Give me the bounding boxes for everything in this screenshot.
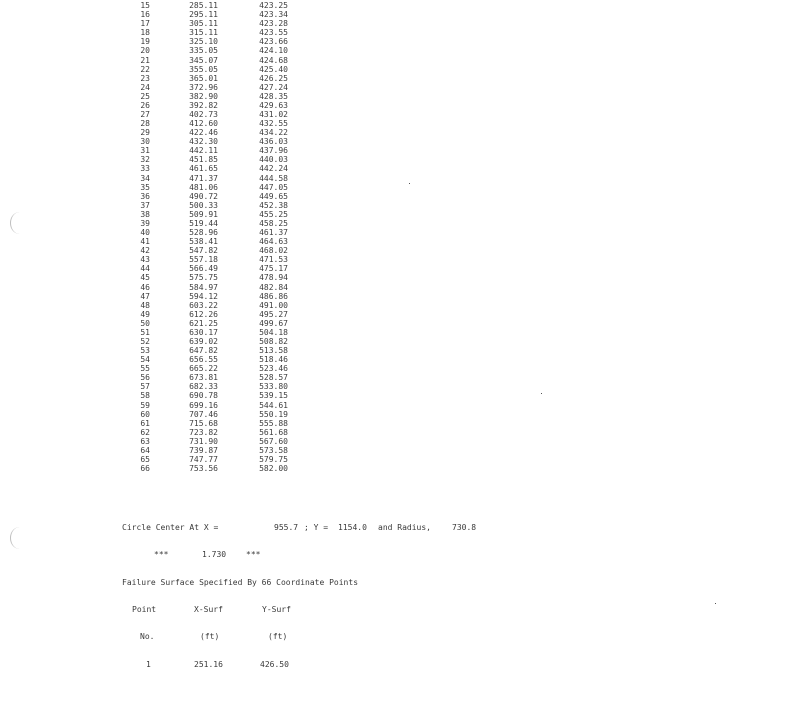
point-number: 63: [140, 436, 150, 446]
point-number: 24: [140, 82, 150, 92]
point-number: 60: [140, 409, 150, 419]
y-coordinate: 423.28: [259, 19, 288, 29]
x-coordinate: 382.90: [189, 91, 218, 101]
x-coordinate: 471.37: [189, 173, 218, 183]
factor-of-safety-line: [122, 550, 261, 560]
table-row: [132, 246, 312, 255]
table-row: [132, 446, 312, 455]
table-row: [132, 346, 312, 355]
table-row: [132, 110, 312, 119]
y-coordinate: 550.19: [259, 409, 288, 419]
point-number: 26: [140, 100, 150, 110]
y-coordinate: 442.24: [259, 164, 288, 174]
fs-prefix: ***: [154, 550, 169, 560]
table-row: [132, 364, 312, 373]
y-coordinate: 478.94: [259, 273, 288, 283]
point-number: 62: [140, 427, 150, 437]
y-coordinate: 582.00: [259, 464, 288, 474]
table-row: [132, 155, 312, 164]
point-number: 30: [140, 137, 150, 147]
first-point-row: [122, 659, 289, 669]
x-coordinate: 715.68: [189, 418, 218, 428]
point-number: 15: [140, 1, 150, 11]
table-row: [132, 237, 312, 246]
y-coordinate: 440.03: [259, 155, 288, 165]
x-coordinate: 630.17: [189, 327, 218, 337]
first-point-no: 1: [146, 659, 151, 669]
table-row: [132, 92, 312, 101]
table-row: [132, 382, 312, 391]
failure-surface-text: Failure Surface Specified By 66 Coordinate Points: [122, 577, 359, 587]
y-coordinate: 425.40: [259, 64, 288, 74]
x-coordinate: 432.30: [189, 137, 218, 147]
y-coordinate: 423.34: [259, 10, 288, 20]
y-coordinate: 444.58: [259, 173, 288, 183]
y-coordinate: 573.58: [259, 445, 288, 455]
coordinate-table: [132, 0, 312, 473]
table-row: [132, 19, 312, 28]
x-coordinate: 612.26: [189, 309, 218, 319]
table-row: [132, 464, 312, 473]
table-row: [132, 401, 312, 410]
point-number: 38: [140, 209, 150, 219]
x-coordinate: 707.46: [189, 409, 218, 419]
table-row: [132, 273, 312, 282]
table-row: [132, 310, 312, 319]
table-row: [132, 46, 312, 55]
point-number: 44: [140, 264, 150, 274]
center-y-label: ; Y =: [304, 523, 329, 533]
x-coordinate: 412.60: [189, 119, 218, 129]
y-coordinate: 471.53: [259, 255, 288, 265]
x-coordinate: 285.11: [189, 1, 218, 11]
table-row: [132, 101, 312, 110]
y-coordinate: 518.46: [259, 355, 288, 365]
table-row: [132, 301, 312, 310]
table-row: [132, 428, 312, 437]
y-coordinate: 428.35: [259, 91, 288, 101]
point-number: 61: [140, 418, 150, 428]
point-number: 17: [140, 19, 150, 29]
y-coordinate: 447.05: [259, 182, 288, 192]
point-number: 19: [140, 37, 150, 47]
point-number: 43: [140, 255, 150, 265]
x-coordinate: 647.82: [189, 346, 218, 356]
y-coordinate: 423.66: [259, 37, 288, 47]
x-coordinate: 639.02: [189, 336, 218, 346]
y-coordinate: 426.25: [259, 73, 288, 83]
y-coordinate: 464.63: [259, 237, 288, 247]
x-coordinate: 345.07: [189, 55, 218, 65]
point-number: 55: [140, 364, 150, 374]
y-coordinate: 499.67: [259, 318, 288, 328]
y-coordinate: 491.00: [259, 300, 288, 310]
col-point: Point: [132, 605, 157, 615]
x-coordinate: 451.85: [189, 155, 218, 165]
point-number: 28: [140, 119, 150, 129]
table-row: [132, 283, 312, 292]
point-number: 57: [140, 382, 150, 392]
y-coordinate: 455.25: [259, 209, 288, 219]
x-coordinate: 547.82: [189, 246, 218, 256]
first-point-y: 426.50: [260, 659, 289, 669]
x-coordinate: 315.11: [189, 28, 218, 38]
point-number: 23: [140, 73, 150, 83]
y-coordinate: 423.55: [259, 28, 288, 38]
punch-hole-mark: [10, 527, 29, 549]
punch-hole-mark: [10, 212, 29, 234]
point-number: 48: [140, 300, 150, 310]
table-row: [132, 128, 312, 137]
point-number: 25: [140, 91, 150, 101]
col-xsurf: X-Surf: [194, 605, 223, 615]
point-number: 53: [140, 346, 150, 356]
x-coordinate: 538.41: [189, 237, 218, 247]
table-row: [132, 37, 312, 46]
point-number: 45: [140, 273, 150, 283]
point-number: 37: [140, 200, 150, 210]
x-coordinate: 603.22: [189, 300, 218, 310]
table-row: [132, 264, 312, 273]
table-row: [132, 201, 312, 210]
x-coordinate: 372.96: [189, 82, 218, 92]
y-coordinate: 504.18: [259, 327, 288, 337]
point-number: 27: [140, 110, 150, 120]
point-number: 64: [140, 445, 150, 455]
table-row: [132, 28, 312, 37]
point-number: 21: [140, 55, 150, 65]
analysis-summary: [122, 505, 477, 687]
point-number: 36: [140, 191, 150, 201]
y-coordinate: 431.02: [259, 110, 288, 120]
y-coordinate: 429.63: [259, 100, 288, 110]
y-coordinate: 424.68: [259, 55, 288, 65]
y-coordinate: 434.22: [259, 128, 288, 138]
x-coordinate: 365.01: [189, 73, 218, 83]
table-row: [132, 10, 312, 19]
point-number: 41: [140, 237, 150, 247]
table-row: [132, 65, 312, 74]
table-row: [132, 146, 312, 155]
x-coordinate: 509.91: [189, 209, 218, 219]
col-no: No.: [140, 632, 155, 642]
y-coordinate: 544.61: [259, 400, 288, 410]
col-xunit: (ft): [200, 632, 220, 642]
point-number: 54: [140, 355, 150, 365]
point-number: 46: [140, 282, 150, 292]
x-coordinate: 566.49: [189, 264, 218, 274]
point-number: 31: [140, 146, 150, 156]
y-coordinate: 561.68: [259, 427, 288, 437]
y-coordinate: 461.37: [259, 228, 288, 238]
x-coordinate: 665.22: [189, 364, 218, 374]
table-row: [132, 192, 312, 201]
scan-speck: [409, 183, 410, 184]
point-number: 29: [140, 128, 150, 138]
center-prefix: Circle Center At X =: [122, 523, 219, 533]
table-row: [132, 373, 312, 382]
point-number: 18: [140, 28, 150, 38]
table-row: [132, 164, 312, 173]
x-coordinate: 690.78: [189, 391, 218, 401]
y-coordinate: 567.60: [259, 436, 288, 446]
x-coordinate: 575.75: [189, 273, 218, 283]
x-coordinate: 594.12: [189, 291, 218, 301]
y-coordinate: 528.57: [259, 373, 288, 383]
table-row: [132, 319, 312, 328]
y-coordinate: 486.86: [259, 291, 288, 301]
table-row: [132, 410, 312, 419]
x-coordinate: 739.87: [189, 445, 218, 455]
scan-speck: [715, 603, 716, 604]
first-point-x: 251.16: [194, 659, 223, 669]
x-coordinate: 584.97: [189, 282, 218, 292]
x-coordinate: 673.81: [189, 373, 218, 383]
fs-suffix: ***: [246, 550, 261, 560]
y-coordinate: 468.02: [259, 246, 288, 256]
x-coordinate: 656.55: [189, 355, 218, 365]
point-number: 59: [140, 400, 150, 410]
table-row: [132, 1, 312, 10]
point-number: 58: [140, 391, 150, 401]
table-row: [132, 228, 312, 237]
table-row: [132, 391, 312, 400]
y-coordinate: 449.65: [259, 191, 288, 201]
table-row: [132, 74, 312, 83]
y-coordinate: 482.84: [259, 282, 288, 292]
y-coordinate: 427.24: [259, 82, 288, 92]
table-row: [132, 219, 312, 228]
y-coordinate: 423.25: [259, 1, 288, 11]
x-coordinate: 481.06: [189, 182, 218, 192]
y-coordinate: 579.75: [259, 454, 288, 464]
table-row: [132, 419, 312, 428]
x-coordinate: 528.96: [189, 228, 218, 238]
col-ysurf: Y-Surf: [262, 605, 291, 615]
point-number: 56: [140, 373, 150, 383]
table-row: [132, 292, 312, 301]
point-number: 65: [140, 454, 150, 464]
column-unit-row: [122, 632, 288, 642]
x-coordinate: 500.33: [189, 200, 218, 210]
y-coordinate: 437.96: [259, 146, 288, 156]
x-coordinate: 325.10: [189, 37, 218, 47]
x-coordinate: 682.33: [189, 382, 218, 392]
y-coordinate: 495.27: [259, 309, 288, 319]
point-number: 49: [140, 309, 150, 319]
x-coordinate: 295.11: [189, 10, 218, 20]
y-coordinate: 436.03: [259, 137, 288, 147]
x-coordinate: 621.25: [189, 318, 218, 328]
point-number: 52: [140, 336, 150, 346]
y-coordinate: 555.88: [259, 418, 288, 428]
x-coordinate: 557.18: [189, 255, 218, 265]
y-coordinate: 523.46: [259, 364, 288, 374]
center-x-value: 955.7: [274, 523, 299, 533]
point-number: 66: [140, 464, 150, 474]
y-coordinate: 452.38: [259, 200, 288, 210]
table-row: [132, 56, 312, 65]
x-coordinate: 422.46: [189, 128, 218, 138]
table-row: [132, 83, 312, 92]
table-row: [132, 119, 312, 128]
x-coordinate: 519.44: [189, 218, 218, 228]
x-coordinate: 731.90: [189, 436, 218, 446]
point-number: 32: [140, 155, 150, 165]
table-row: [132, 455, 312, 464]
table-row: [132, 183, 312, 192]
column-header-row: [122, 605, 291, 615]
point-number: 40: [140, 228, 150, 238]
y-coordinate: 513.58: [259, 346, 288, 356]
table-row: [132, 328, 312, 337]
x-coordinate: 699.16: [189, 400, 218, 410]
x-coordinate: 355.05: [189, 64, 218, 74]
table-row: [132, 255, 312, 264]
table-row: [132, 210, 312, 219]
point-number: 16: [140, 10, 150, 20]
table-row: [132, 437, 312, 446]
table-row: [132, 137, 312, 146]
point-number: 35: [140, 182, 150, 192]
circle-center-line: [122, 523, 477, 533]
scan-speck: [541, 393, 542, 394]
y-coordinate: 533.80: [259, 382, 288, 392]
y-coordinate: 424.10: [259, 46, 288, 56]
x-coordinate: 490.72: [189, 191, 218, 201]
point-number: 47: [140, 291, 150, 301]
radius-value: 730.8: [452, 523, 477, 533]
table-row: [132, 337, 312, 346]
point-number: 42: [140, 246, 150, 256]
point-number: 20: [140, 46, 150, 56]
y-coordinate: 432.55: [259, 119, 288, 129]
radius-label: and Radius,: [378, 523, 431, 533]
x-coordinate: 753.56: [189, 464, 218, 474]
y-coordinate: 458.25: [259, 218, 288, 228]
x-coordinate: 723.82: [189, 427, 218, 437]
x-coordinate: 402.73: [189, 110, 218, 120]
x-coordinate: 392.82: [189, 100, 218, 110]
y-coordinate: 508.82: [259, 336, 288, 346]
fs-value: 1.730: [202, 550, 227, 560]
col-yunit: (ft): [268, 632, 288, 642]
x-coordinate: 747.77: [189, 454, 218, 464]
point-number: 51: [140, 327, 150, 337]
point-number: 50: [140, 318, 150, 328]
x-coordinate: 461.65: [189, 164, 218, 174]
point-number: 33: [140, 164, 150, 174]
y-coordinate: 539.15: [259, 391, 288, 401]
table-row: [132, 355, 312, 364]
center-y-value: 1154.0: [338, 523, 367, 533]
x-coordinate: 305.11: [189, 19, 218, 29]
x-coordinate: 442.11: [189, 146, 218, 156]
table-row: [132, 174, 312, 183]
point-number: 34: [140, 173, 150, 183]
point-number: 22: [140, 64, 150, 74]
point-number: 39: [140, 218, 150, 228]
y-coordinate: 475.17: [259, 264, 288, 274]
failure-surface-line: [122, 577, 359, 587]
x-coordinate: 335.05: [189, 46, 218, 56]
